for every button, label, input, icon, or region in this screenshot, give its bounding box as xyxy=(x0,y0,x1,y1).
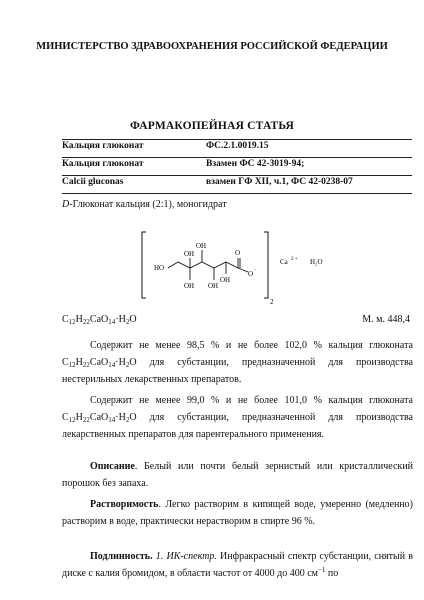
label-ho: HO xyxy=(154,264,165,272)
meta-label-2: Кальция глюконат xyxy=(62,159,144,169)
formula-c: C xyxy=(62,314,69,325)
meta-value-replaces-2: взамен ГФ XII, ч.1, ФС 42-0238-07 xyxy=(206,177,353,187)
article-title: ФАРМАКОПЕЙНАЯ СТАТЬЯ xyxy=(129,120,295,132)
para2-text-a: Содержит не менее 99,0 % и не более 101,0 % кальция глюконата xyxy=(90,395,413,406)
label-minus: − xyxy=(254,268,257,273)
divider-row-1 xyxy=(62,157,412,158)
solubility-text: . Легко растворим в кипящей воде, умеренно (медленно) растворим в воде, практически нерастворим в спирте 96 %. xyxy=(62,499,413,528)
meta-label-1: Кальция глюконат xyxy=(62,141,144,151)
chemical-name xyxy=(62,199,227,210)
ministry-header: МИНИСТЕРСТВО ЗДРАВООХРАНЕНИЯ РОССИЙСКОЙ ФЕДЕРАЦИИ xyxy=(36,41,388,52)
molecular-formula xyxy=(62,314,137,325)
bracket-left xyxy=(142,232,146,298)
identity-sup: −1 xyxy=(317,566,326,575)
bond-carboxylate xyxy=(238,268,248,272)
description-label: Описание xyxy=(90,461,135,472)
molar-mass: М. м. 448,4 xyxy=(362,314,410,325)
formula-cao: CaO xyxy=(89,314,109,325)
carbon-chain xyxy=(168,262,238,268)
label-ca: Ca xyxy=(280,258,288,266)
meta-label-latin: Calcii gluconas xyxy=(62,177,124,187)
label-o-minus: O xyxy=(248,270,254,278)
bracket-right xyxy=(264,232,268,298)
meta-value-replaces: Взамен ФС 42-3019-94; xyxy=(206,159,305,169)
para1-text-a: Содержит не менее 98,5 % и не более 102,0 % кальция глюконата xyxy=(90,340,413,351)
para1-text-b: для субстанции, предназначенной для производства нестерильных лекарственных препаратов. xyxy=(62,357,413,386)
para2-formula: $C_{12}H_{22}CaO_{14}\cdot H_2O$ xyxy=(62,412,137,425)
label-oh-1: OH xyxy=(184,250,195,258)
para2-text-b: для субстанции, предназначенной для производства лекарственных препаратов для парентерального применения. xyxy=(62,412,413,441)
label-oh-4: OH xyxy=(220,276,231,284)
identity-tail: по xyxy=(327,568,339,580)
solubility-section xyxy=(62,496,413,530)
description-text: . Белый или почти белый зернистый или кристаллический порошок без запаха. xyxy=(62,461,413,490)
formula-c-n: 12 xyxy=(68,318,76,326)
formula-h-n: 22 xyxy=(82,318,90,326)
divider-row-3 xyxy=(62,193,412,194)
identity-label: Подлинность. xyxy=(90,551,153,562)
solubility-label: Растворимость xyxy=(90,499,159,510)
content-paragraph-2 xyxy=(62,392,413,444)
label-oh-2: OH xyxy=(196,242,207,250)
meta-value-code: ФС.2.1.0019.15 xyxy=(206,141,269,151)
bracket-subscript: 2 xyxy=(270,298,274,306)
divider-top xyxy=(62,139,412,140)
label-o: O xyxy=(235,249,241,257)
chemical-name-rest: -Глюконат кальция (2:1), моногидрат xyxy=(69,199,227,210)
identity-section xyxy=(62,548,413,582)
formula-h2: 2 xyxy=(125,318,130,326)
label-oh-3: OH xyxy=(208,282,219,290)
formula-tail: ·H xyxy=(115,314,126,325)
label-oh-5: OH xyxy=(184,282,195,290)
description-section xyxy=(62,458,413,492)
identity-item: 1. ИК-спектр. xyxy=(155,551,217,562)
formula-o: O xyxy=(129,314,137,325)
label-ca-charge: 2 + xyxy=(291,257,298,262)
label-h2o: H₂O xyxy=(310,258,323,266)
formula-o-n: 14 xyxy=(108,318,116,326)
structural-formula xyxy=(140,228,340,306)
para1-formula: $C_{12}H_{22}CaO_{14}\cdot H_2O$ xyxy=(62,357,137,370)
chemical-name-prefix: D xyxy=(62,199,70,210)
formula-h: H xyxy=(75,314,83,325)
divider-row-2 xyxy=(62,175,412,176)
identity-text: Инфракрасный спектр субстанции, снятый в диске с калия бромидом, в области частот от 4000 до 400 см xyxy=(62,551,414,580)
content-paragraph-1 xyxy=(62,337,413,389)
